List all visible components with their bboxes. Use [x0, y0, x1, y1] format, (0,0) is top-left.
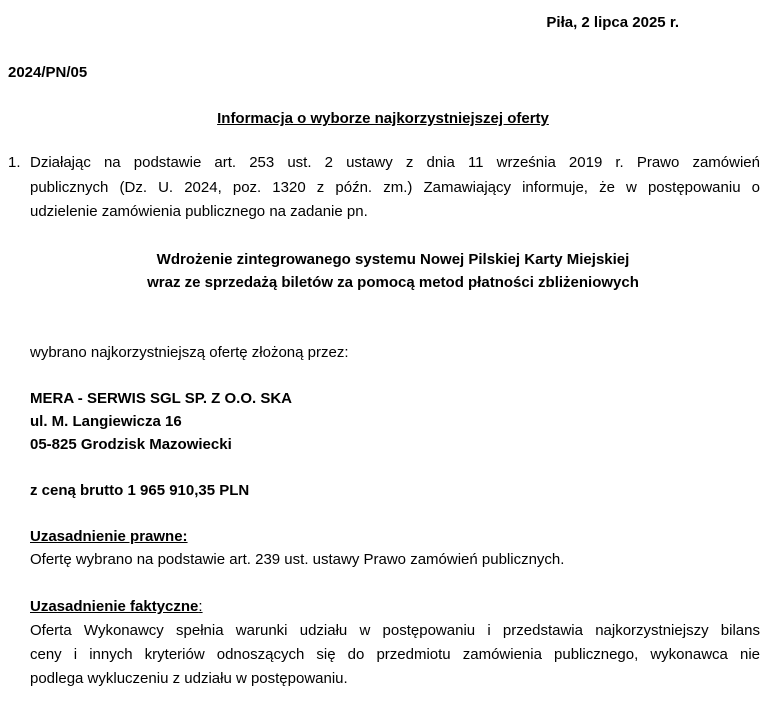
contractor-name: MERA - SERWIS SGL SP. Z O.O. SKA	[30, 390, 292, 407]
legal-justification-text: Ofertę wybrano na podstawie art. 239 ust. ustawy Prawo zamówień publicznych.	[30, 551, 565, 568]
reference-number: 2024/PN/05	[8, 64, 88, 81]
legal-justification-heading: Uzasadnienie prawne:	[30, 528, 188, 545]
contractor-street: ul. M. Langiewicza 16	[30, 413, 182, 430]
document-title: Informacja o wyborze najkorzystniejszej oferty	[217, 110, 549, 127]
factual-justification-line: Oferta Wykonawcy spełnia warunki udziału w postępowaniu i przedstawia najkorzystniejszy bilans	[30, 622, 760, 639]
paragraph-line: Działając na podstawie art. 253 ust. 2 ustawy z dnia 11 września 2019 r. Prawo zamówień	[30, 154, 760, 171]
task-name-line: wraz ze sprzedażą biletów za pomocą metod płatności zbliżeniowych	[147, 274, 639, 291]
factual-heading-label: Uzasadnienie faktyczne	[30, 598, 199, 615]
factual-heading-colon: :	[198, 598, 203, 615]
contractor-city: 05-825 Grodzisk Mazowiecki	[30, 436, 232, 453]
factual-justification-line: podlega wykluczeniu z udziału w postępowaniu.	[30, 670, 348, 687]
paragraph-line: publicznych (Dz. U. 2024, poz. 1320 z późn. zm.) Zamawiający informuje, że w postępowaniu o	[30, 179, 760, 196]
offer-price: z ceną brutto 1 965 910,35 PLN	[30, 482, 250, 499]
factual-justification-heading	[30, 598, 203, 615]
task-name-line: Wdrożenie zintegrowanego systemu Nowej Pilskiej Karty Miejskiej	[156, 251, 630, 268]
document-date: Piła, 2 lipca 2025 r.	[546, 14, 679, 31]
selection-intro: wybrano najkorzystniejszą ofertę złożoną przez:	[30, 344, 349, 361]
paragraph-number: 1.	[8, 154, 21, 171]
paragraph-line: udzielenie zamówienia publicznego na zadanie pn.	[30, 203, 368, 220]
factual-justification-line: ceny i innych kryteriów odnoszących się do przedmiotu zamówienia publicznego, wykonawca nie	[30, 646, 760, 663]
